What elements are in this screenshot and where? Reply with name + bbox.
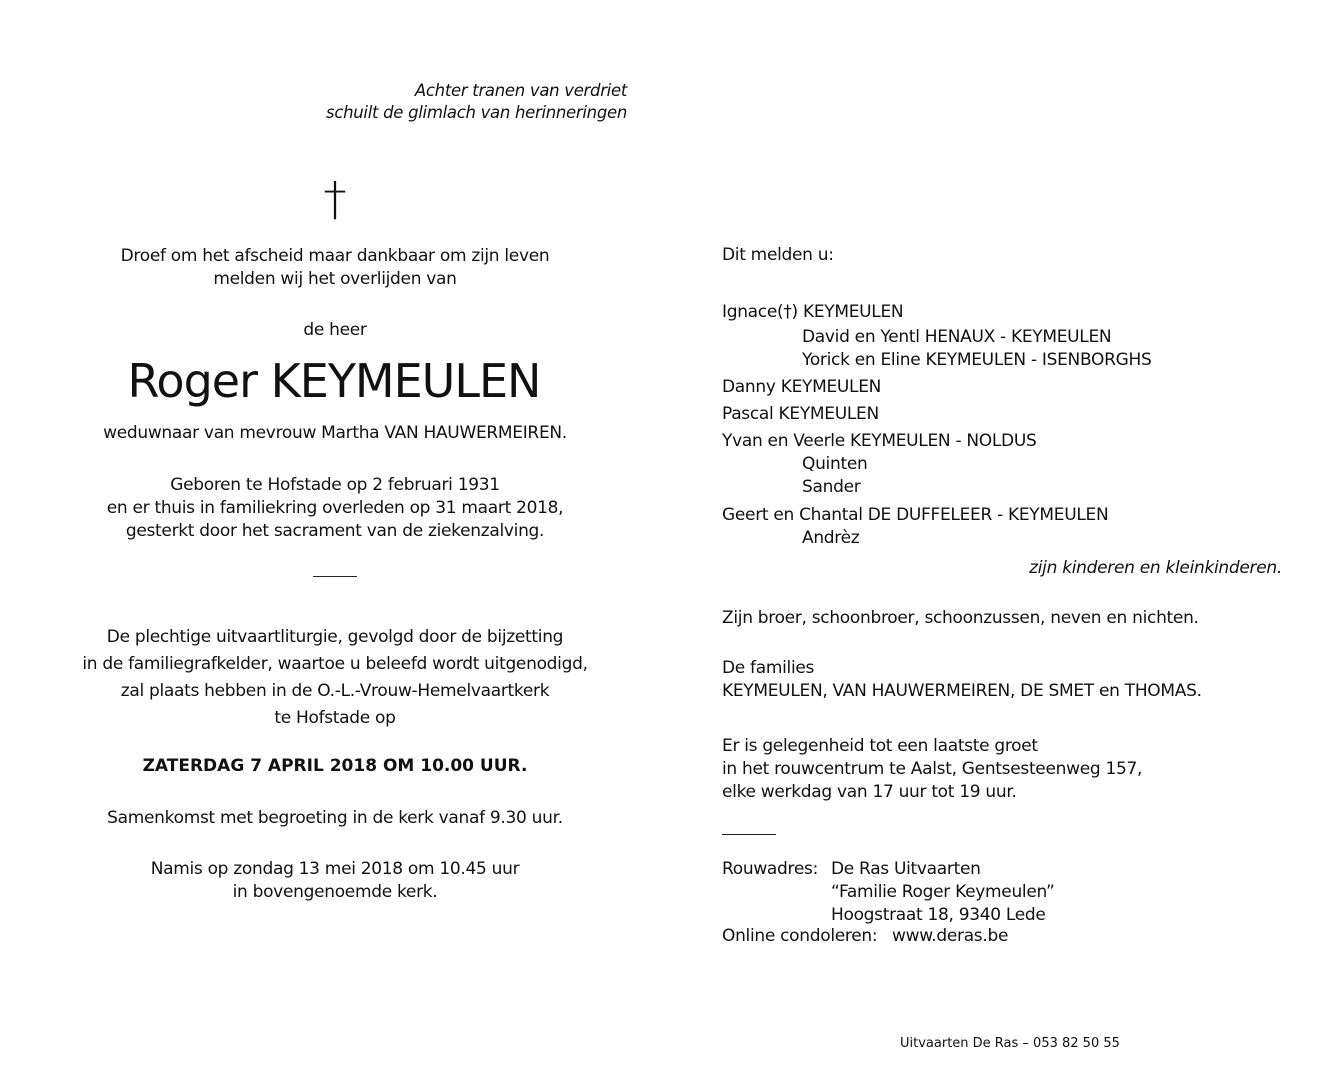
intro-line: Droef om het afscheid maar dankbaar om zijn leven: [120, 246, 550, 266]
family-member: Yvan en Veerle KEYMEULEN - NOLDUS: [722, 431, 1037, 451]
family-member: Danny KEYMEULEN: [722, 377, 882, 397]
quote-line: schuilt de glimlach van herinneringen: [326, 103, 627, 122]
service-line: te Hofstade op: [274, 708, 396, 728]
farewell-text: [722, 735, 1142, 804]
service-line: De plechtige uitvaartliturgie, gevolgd door de bijzetting: [106, 627, 564, 647]
birth-line: gesterkt door het sacrament van de ziekenzalving.: [125, 521, 545, 541]
address-block: [831, 858, 1055, 927]
gathering-text: Samenkomst met begroeting in de kerk vanaf 9.30 uur.: [107, 808, 563, 828]
family-member: Yorick en Eline KEYMEULEN - ISENBORGHS: [802, 350, 1152, 370]
birth-death-text: [107, 474, 563, 543]
children-note: zijn kinderen en kleinkinderen.: [1029, 558, 1282, 578]
divider: [722, 834, 776, 835]
address-line: “Familie Roger Keymeulen”: [831, 882, 1055, 902]
family-member: Quinten: [802, 454, 868, 474]
quote-line: Achter tranen van verdriet: [414, 81, 627, 100]
online-label: Online condoleren:: [722, 926, 878, 946]
service-line: in de familiegrafkelder, waartoe u beleefd wordt uitgenodigd,: [82, 654, 588, 674]
family-member: Ignace(†) KEYMEULEN: [722, 302, 904, 322]
announce-heading: Dit melden u:: [722, 245, 834, 265]
birth-line: en er thuis in familiekring overleden op 31 maart 2018,: [106, 498, 564, 518]
family-member: Pascal KEYMEULEN: [722, 404, 879, 424]
birth-line: Geboren te Hofstade op 2 februari 1931: [170, 475, 500, 495]
address-line: Hoogstraat 18, 9340 Lede: [831, 905, 1046, 925]
intro-line: melden wij het overlijden van: [213, 269, 457, 289]
address-label: Rouwadres:: [722, 859, 818, 879]
farewell-line: elke werkdag van 17 uur tot 19 uur.: [722, 782, 1017, 802]
online-url[interactable]: www.deras.be: [892, 926, 1009, 946]
widower-text: weduwnaar van mevrouw Martha VAN HAUWERMEIREN.: [103, 423, 567, 443]
farewell-line: Er is gelegenheid tot een laatste groet: [722, 736, 1038, 756]
deceased-name: Roger KEYMEULEN: [127, 354, 541, 408]
divider: [313, 576, 357, 577]
family-member: Geert en Chantal DE DUFFELEER - KEYMEULEN: [722, 505, 1109, 525]
family-member: Andrèz: [802, 528, 860, 548]
address-line: De Ras Uitvaarten: [831, 859, 981, 879]
family-member: Sander: [802, 477, 861, 497]
family-member: David en Yentl HENAUX - KEYMEULEN: [802, 327, 1112, 347]
family-list: [722, 301, 1151, 550]
families-line: De families: [722, 658, 815, 678]
siblings-text: Zijn broer, schoonbroer, schoonzussen, neven en nichten.: [722, 608, 1199, 628]
footer-contact: Uitvaarten De Ras – 053 82 50 55: [900, 1036, 1120, 1051]
honorific: de heer: [303, 320, 367, 340]
cross-icon: †: [323, 172, 347, 226]
funeral-date: ZATERDAG 7 APRIL 2018 OM 10.00 UUR.: [142, 756, 528, 776]
farewell-line: in het rouwcentrum te Aalst, Gentsesteenweg 157,: [722, 759, 1143, 779]
quote: [326, 80, 627, 124]
namis-line: Namis op zondag 13 mei 2018 om 10.45 uur: [150, 859, 520, 879]
service-text: [82, 624, 587, 732]
service-line: zal plaats hebben in de O.-L.-Vrouw-Hemelvaartkerk: [120, 681, 550, 701]
namis-text: [151, 858, 520, 904]
families-line: KEYMEULEN, VAN HAUWERMEIREN, DE SMET en THOMAS.: [722, 681, 1202, 701]
namis-line: in bovengenoemde kerk.: [232, 882, 438, 902]
intro-text: [121, 245, 550, 291]
families-text: [722, 657, 1202, 703]
